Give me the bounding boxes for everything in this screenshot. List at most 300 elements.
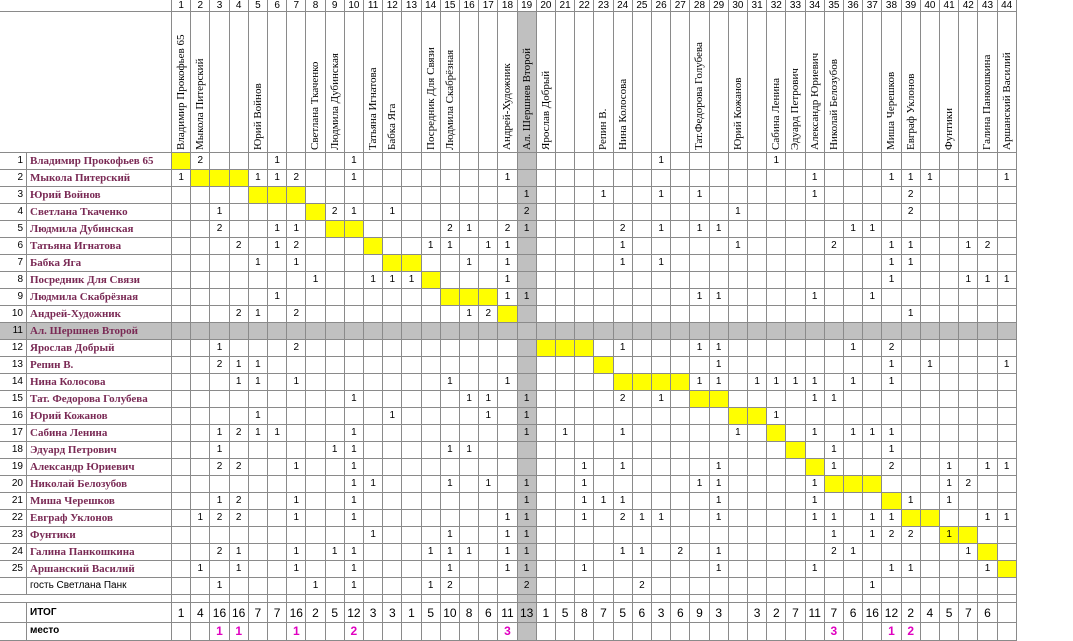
place-cell[interactable] <box>710 623 729 641</box>
score-cell[interactable] <box>844 255 863 272</box>
score-cell[interactable]: 1 <box>729 204 748 221</box>
score-cell[interactable] <box>729 476 748 493</box>
score-cell[interactable] <box>959 187 978 204</box>
score-cell[interactable] <box>441 340 460 357</box>
score-cell[interactable] <box>518 255 537 272</box>
column-header[interactable] <box>230 12 249 153</box>
column-number[interactable]: 14 <box>422 0 441 12</box>
place-cell[interactable]: 1 <box>882 623 901 641</box>
score-cell[interactable] <box>633 561 652 578</box>
score-cell[interactable] <box>690 272 709 289</box>
score-cell[interactable] <box>460 170 479 187</box>
score-cell[interactable] <box>441 323 460 340</box>
score-cell[interactable] <box>383 289 402 306</box>
score-cell[interactable] <box>767 340 786 357</box>
guest-score-cell[interactable] <box>690 578 709 595</box>
score-cell[interactable] <box>537 527 556 544</box>
score-cell[interactable]: 1 <box>460 221 479 238</box>
score-cell[interactable] <box>921 527 940 544</box>
score-cell[interactable] <box>690 442 709 459</box>
score-cell[interactable]: 1 <box>345 442 364 459</box>
score-cell[interactable] <box>748 204 767 221</box>
score-cell[interactable] <box>287 323 306 340</box>
column-number[interactable]: 4 <box>230 0 249 12</box>
score-cell[interactable] <box>863 204 882 221</box>
score-cell[interactable] <box>671 238 690 255</box>
score-cell[interactable]: 1 <box>230 561 249 578</box>
score-cell[interactable] <box>383 153 402 170</box>
score-cell[interactable]: 1 <box>518 527 537 544</box>
score-cell[interactable]: 1 <box>998 170 1017 187</box>
score-cell[interactable] <box>882 323 901 340</box>
score-cell[interactable] <box>767 493 786 510</box>
place-cell[interactable] <box>383 623 402 641</box>
score-cell[interactable] <box>633 374 652 391</box>
guest-score-cell[interactable] <box>172 578 191 595</box>
guest-score-cell[interactable] <box>230 578 249 595</box>
score-cell[interactable] <box>364 510 383 527</box>
score-cell[interactable] <box>249 476 268 493</box>
total-cell[interactable] <box>998 603 1017 623</box>
score-cell[interactable] <box>633 442 652 459</box>
score-cell[interactable] <box>594 289 613 306</box>
score-cell[interactable]: 1 <box>863 425 882 442</box>
column-header[interactable] <box>748 12 767 153</box>
score-cell[interactable] <box>172 527 191 544</box>
place-cell[interactable] <box>671 623 690 641</box>
column-number[interactable]: 17 <box>479 0 498 12</box>
score-cell[interactable]: 1 <box>479 476 498 493</box>
guest-score-cell[interactable] <box>402 578 421 595</box>
total-cell[interactable]: 16 <box>230 603 249 623</box>
score-cell[interactable]: 1 <box>287 510 306 527</box>
score-cell[interactable] <box>172 442 191 459</box>
score-cell[interactable] <box>326 476 345 493</box>
score-cell[interactable] <box>959 204 978 221</box>
score-cell[interactable]: 1 <box>882 255 901 272</box>
guest-score-cell[interactable]: 2 <box>518 578 537 595</box>
score-cell[interactable] <box>863 357 882 374</box>
guest-score-cell[interactable] <box>479 578 498 595</box>
score-cell[interactable] <box>825 187 844 204</box>
score-cell[interactable] <box>537 187 556 204</box>
score-cell[interactable] <box>633 255 652 272</box>
column-number[interactable]: 37 <box>863 0 882 12</box>
column-number[interactable]: 5 <box>249 0 268 12</box>
score-cell[interactable] <box>959 527 978 544</box>
score-cell[interactable] <box>345 272 364 289</box>
score-cell[interactable] <box>537 170 556 187</box>
score-cell[interactable]: 1 <box>518 510 537 527</box>
score-cell[interactable] <box>460 510 479 527</box>
place-cell[interactable] <box>441 623 460 641</box>
score-cell[interactable] <box>479 442 498 459</box>
column-header[interactable] <box>844 12 863 153</box>
score-cell[interactable] <box>537 272 556 289</box>
score-cell[interactable]: 2 <box>825 544 844 561</box>
player-name[interactable]: Александр Юриевич <box>27 459 172 476</box>
score-cell[interactable] <box>441 272 460 289</box>
score-cell[interactable]: 1 <box>383 408 402 425</box>
score-cell[interactable] <box>230 272 249 289</box>
total-cell[interactable]: 16 <box>210 603 229 623</box>
score-cell[interactable]: 1 <box>652 391 671 408</box>
score-cell[interactable] <box>383 493 402 510</box>
score-cell[interactable]: 1 <box>921 170 940 187</box>
score-cell[interactable]: 1 <box>902 238 921 255</box>
score-cell[interactable] <box>364 425 383 442</box>
score-cell[interactable] <box>729 272 748 289</box>
score-cell[interactable] <box>249 442 268 459</box>
score-cell[interactable]: 1 <box>806 510 825 527</box>
score-cell[interactable] <box>825 153 844 170</box>
score-cell[interactable] <box>364 391 383 408</box>
score-cell[interactable] <box>537 459 556 476</box>
score-cell[interactable] <box>326 510 345 527</box>
score-cell[interactable]: 1 <box>690 187 709 204</box>
guest-score-cell[interactable]: 2 <box>441 578 460 595</box>
score-cell[interactable] <box>422 357 441 374</box>
score-cell[interactable] <box>383 238 402 255</box>
score-cell[interactable] <box>287 272 306 289</box>
score-cell[interactable] <box>748 221 767 238</box>
score-cell[interactable] <box>748 357 767 374</box>
column-header[interactable] <box>729 12 748 153</box>
score-cell[interactable] <box>306 255 325 272</box>
score-cell[interactable] <box>614 357 633 374</box>
score-cell[interactable] <box>191 374 210 391</box>
score-cell[interactable] <box>172 493 191 510</box>
score-cell[interactable] <box>230 204 249 221</box>
score-cell[interactable] <box>479 323 498 340</box>
score-cell[interactable] <box>710 204 729 221</box>
score-cell[interactable] <box>326 221 345 238</box>
score-cell[interactable] <box>998 340 1017 357</box>
score-cell[interactable] <box>614 170 633 187</box>
score-cell[interactable] <box>345 527 364 544</box>
column-number[interactable]: 30 <box>729 0 748 12</box>
score-cell[interactable] <box>652 289 671 306</box>
score-cell[interactable] <box>767 238 786 255</box>
guest-score-cell[interactable] <box>364 578 383 595</box>
column-header[interactable] <box>210 12 229 153</box>
score-cell[interactable]: 1 <box>479 408 498 425</box>
guest-score-cell[interactable] <box>921 578 940 595</box>
score-cell[interactable]: 1 <box>844 340 863 357</box>
score-cell[interactable] <box>633 391 652 408</box>
score-cell[interactable] <box>690 544 709 561</box>
score-cell[interactable] <box>633 238 652 255</box>
score-cell[interactable] <box>575 204 594 221</box>
score-cell[interactable] <box>556 527 575 544</box>
place-cell[interactable] <box>537 623 556 641</box>
row-number[interactable]: 12 <box>0 340 27 357</box>
score-cell[interactable] <box>364 442 383 459</box>
score-cell[interactable] <box>902 544 921 561</box>
column-header[interactable] <box>460 12 479 153</box>
column-number[interactable]: 18 <box>498 0 517 12</box>
score-cell[interactable] <box>460 476 479 493</box>
score-cell[interactable] <box>422 204 441 221</box>
score-cell[interactable]: 2 <box>287 238 306 255</box>
score-cell[interactable] <box>172 476 191 493</box>
score-cell[interactable]: 1 <box>575 476 594 493</box>
place-cell[interactable]: 1 <box>230 623 249 641</box>
total-cell[interactable]: 2 <box>902 603 921 623</box>
score-cell[interactable] <box>902 153 921 170</box>
score-cell[interactable] <box>537 255 556 272</box>
guest-score-cell[interactable]: 1 <box>422 578 441 595</box>
score-cell[interactable] <box>806 204 825 221</box>
score-cell[interactable] <box>402 187 421 204</box>
score-cell[interactable]: 1 <box>806 170 825 187</box>
score-cell[interactable] <box>249 153 268 170</box>
column-number[interactable]: 23 <box>594 0 613 12</box>
guest-score-cell[interactable] <box>268 578 287 595</box>
score-cell[interactable] <box>921 221 940 238</box>
column-number[interactable]: 26 <box>652 0 671 12</box>
score-cell[interactable] <box>594 510 613 527</box>
score-cell[interactable] <box>287 204 306 221</box>
score-cell[interactable] <box>633 187 652 204</box>
score-cell[interactable]: 1 <box>498 374 517 391</box>
score-cell[interactable] <box>556 408 575 425</box>
column-header[interactable] <box>556 12 575 153</box>
score-cell[interactable] <box>767 561 786 578</box>
score-cell[interactable]: 2 <box>614 510 633 527</box>
score-cell[interactable]: 1 <box>633 510 652 527</box>
score-cell[interactable] <box>902 272 921 289</box>
score-cell[interactable] <box>210 170 229 187</box>
score-cell[interactable] <box>767 170 786 187</box>
score-cell[interactable] <box>230 289 249 306</box>
column-number[interactable]: 32 <box>767 0 786 12</box>
score-cell[interactable] <box>998 204 1017 221</box>
score-cell[interactable]: 1 <box>518 408 537 425</box>
score-cell[interactable] <box>537 493 556 510</box>
score-cell[interactable]: 1 <box>326 544 345 561</box>
score-cell[interactable] <box>690 561 709 578</box>
score-cell[interactable]: 2 <box>882 527 901 544</box>
score-cell[interactable] <box>306 221 325 238</box>
score-cell[interactable] <box>556 442 575 459</box>
score-cell[interactable] <box>537 510 556 527</box>
score-cell[interactable] <box>594 544 613 561</box>
score-cell[interactable] <box>287 476 306 493</box>
score-cell[interactable] <box>575 527 594 544</box>
row-number[interactable]: 13 <box>0 357 27 374</box>
score-cell[interactable] <box>402 238 421 255</box>
score-cell[interactable] <box>230 255 249 272</box>
score-cell[interactable] <box>748 153 767 170</box>
score-cell[interactable]: 1 <box>575 459 594 476</box>
score-cell[interactable] <box>614 476 633 493</box>
column-header[interactable] <box>326 12 345 153</box>
score-cell[interactable]: 1 <box>940 459 959 476</box>
score-cell[interactable] <box>767 442 786 459</box>
score-cell[interactable] <box>652 459 671 476</box>
score-cell[interactable] <box>479 340 498 357</box>
guest-score-cell[interactable] <box>786 578 805 595</box>
column-header[interactable] <box>767 12 786 153</box>
score-cell[interactable] <box>748 340 767 357</box>
score-cell[interactable] <box>882 476 901 493</box>
score-cell[interactable] <box>844 153 863 170</box>
score-cell[interactable] <box>786 323 805 340</box>
score-cell[interactable] <box>767 476 786 493</box>
score-cell[interactable] <box>422 323 441 340</box>
column-number[interactable]: 16 <box>460 0 479 12</box>
score-cell[interactable] <box>575 442 594 459</box>
score-cell[interactable] <box>671 340 690 357</box>
score-cell[interactable]: 1 <box>287 544 306 561</box>
score-cell[interactable] <box>729 340 748 357</box>
score-cell[interactable] <box>460 289 479 306</box>
score-cell[interactable] <box>652 561 671 578</box>
score-cell[interactable]: 1 <box>498 255 517 272</box>
total-cell[interactable]: 7 <box>959 603 978 623</box>
total-cell[interactable]: 9 <box>690 603 709 623</box>
score-cell[interactable]: 1 <box>441 374 460 391</box>
guest-score-cell[interactable] <box>498 578 517 595</box>
score-cell[interactable] <box>710 391 729 408</box>
column-number[interactable]: 42 <box>959 0 978 12</box>
score-cell[interactable] <box>940 272 959 289</box>
score-cell[interactable]: 2 <box>287 340 306 357</box>
score-cell[interactable] <box>671 561 690 578</box>
score-cell[interactable] <box>230 170 249 187</box>
score-cell[interactable] <box>460 204 479 221</box>
score-cell[interactable]: 1 <box>460 391 479 408</box>
place-cell[interactable] <box>748 623 767 641</box>
score-cell[interactable] <box>402 357 421 374</box>
score-cell[interactable]: 1 <box>441 561 460 578</box>
score-cell[interactable] <box>518 442 537 459</box>
score-cell[interactable]: 2 <box>671 544 690 561</box>
column-header[interactable] <box>537 12 556 153</box>
score-cell[interactable]: 1 <box>863 289 882 306</box>
score-cell[interactable] <box>364 255 383 272</box>
score-cell[interactable] <box>402 476 421 493</box>
score-cell[interactable] <box>460 374 479 391</box>
row-number[interactable]: 18 <box>0 442 27 459</box>
score-cell[interactable] <box>498 391 517 408</box>
score-cell[interactable] <box>863 340 882 357</box>
score-cell[interactable] <box>844 187 863 204</box>
score-cell[interactable]: 1 <box>594 493 613 510</box>
place-cell[interactable] <box>767 623 786 641</box>
score-cell[interactable] <box>652 425 671 442</box>
score-cell[interactable] <box>729 153 748 170</box>
score-cell[interactable] <box>748 544 767 561</box>
score-cell[interactable] <box>518 306 537 323</box>
score-cell[interactable] <box>479 153 498 170</box>
score-cell[interactable] <box>306 170 325 187</box>
column-number[interactable]: 28 <box>690 0 709 12</box>
score-cell[interactable] <box>978 170 997 187</box>
score-cell[interactable]: 1 <box>210 204 229 221</box>
score-cell[interactable] <box>479 255 498 272</box>
score-cell[interactable] <box>767 527 786 544</box>
column-header[interactable] <box>978 12 997 153</box>
score-cell[interactable]: 1 <box>268 289 287 306</box>
score-cell[interactable] <box>940 170 959 187</box>
score-cell[interactable] <box>671 357 690 374</box>
guest-score-cell[interactable] <box>978 578 997 595</box>
column-number[interactable]: 27 <box>671 0 690 12</box>
score-cell[interactable]: 1 <box>998 510 1017 527</box>
score-cell[interactable]: 1 <box>806 476 825 493</box>
score-cell[interactable] <box>902 357 921 374</box>
score-cell[interactable] <box>844 306 863 323</box>
score-cell[interactable] <box>825 255 844 272</box>
score-cell[interactable] <box>690 527 709 544</box>
score-cell[interactable] <box>268 391 287 408</box>
score-cell[interactable] <box>402 408 421 425</box>
score-cell[interactable] <box>633 357 652 374</box>
column-number[interactable]: 21 <box>556 0 575 12</box>
score-cell[interactable] <box>940 340 959 357</box>
score-cell[interactable]: 1 <box>287 459 306 476</box>
score-cell[interactable] <box>441 204 460 221</box>
score-cell[interactable] <box>633 289 652 306</box>
score-cell[interactable]: 1 <box>806 289 825 306</box>
score-cell[interactable] <box>978 374 997 391</box>
score-cell[interactable] <box>902 442 921 459</box>
score-cell[interactable] <box>959 221 978 238</box>
score-cell[interactable] <box>556 510 575 527</box>
total-cell[interactable]: 7 <box>594 603 613 623</box>
score-cell[interactable] <box>767 323 786 340</box>
score-cell[interactable] <box>210 306 229 323</box>
score-cell[interactable]: 1 <box>978 272 997 289</box>
score-cell[interactable] <box>287 357 306 374</box>
column-number[interactable]: 40 <box>921 0 940 12</box>
score-cell[interactable]: 1 <box>710 510 729 527</box>
column-header[interactable] <box>710 12 729 153</box>
score-cell[interactable]: 2 <box>614 221 633 238</box>
score-cell[interactable] <box>383 340 402 357</box>
score-cell[interactable]: 1 <box>978 510 997 527</box>
score-cell[interactable] <box>844 170 863 187</box>
score-cell[interactable] <box>575 238 594 255</box>
score-cell[interactable] <box>537 544 556 561</box>
score-cell[interactable] <box>326 255 345 272</box>
score-cell[interactable] <box>556 544 575 561</box>
score-cell[interactable] <box>210 323 229 340</box>
score-cell[interactable] <box>921 425 940 442</box>
score-cell[interactable]: 1 <box>479 238 498 255</box>
score-cell[interactable] <box>748 238 767 255</box>
column-header[interactable] <box>345 12 364 153</box>
score-cell[interactable] <box>210 153 229 170</box>
guest-score-cell[interactable] <box>882 578 901 595</box>
score-cell[interactable] <box>287 289 306 306</box>
score-cell[interactable] <box>172 340 191 357</box>
score-cell[interactable] <box>402 561 421 578</box>
score-cell[interactable]: 2 <box>287 170 306 187</box>
score-cell[interactable] <box>614 561 633 578</box>
score-cell[interactable] <box>690 391 709 408</box>
score-cell[interactable] <box>902 289 921 306</box>
place-cell[interactable] <box>959 623 978 641</box>
row-number[interactable]: 16 <box>0 408 27 425</box>
score-cell[interactable] <box>767 391 786 408</box>
score-cell[interactable] <box>882 221 901 238</box>
score-cell[interactable] <box>249 527 268 544</box>
score-cell[interactable] <box>441 306 460 323</box>
score-cell[interactable] <box>268 306 287 323</box>
